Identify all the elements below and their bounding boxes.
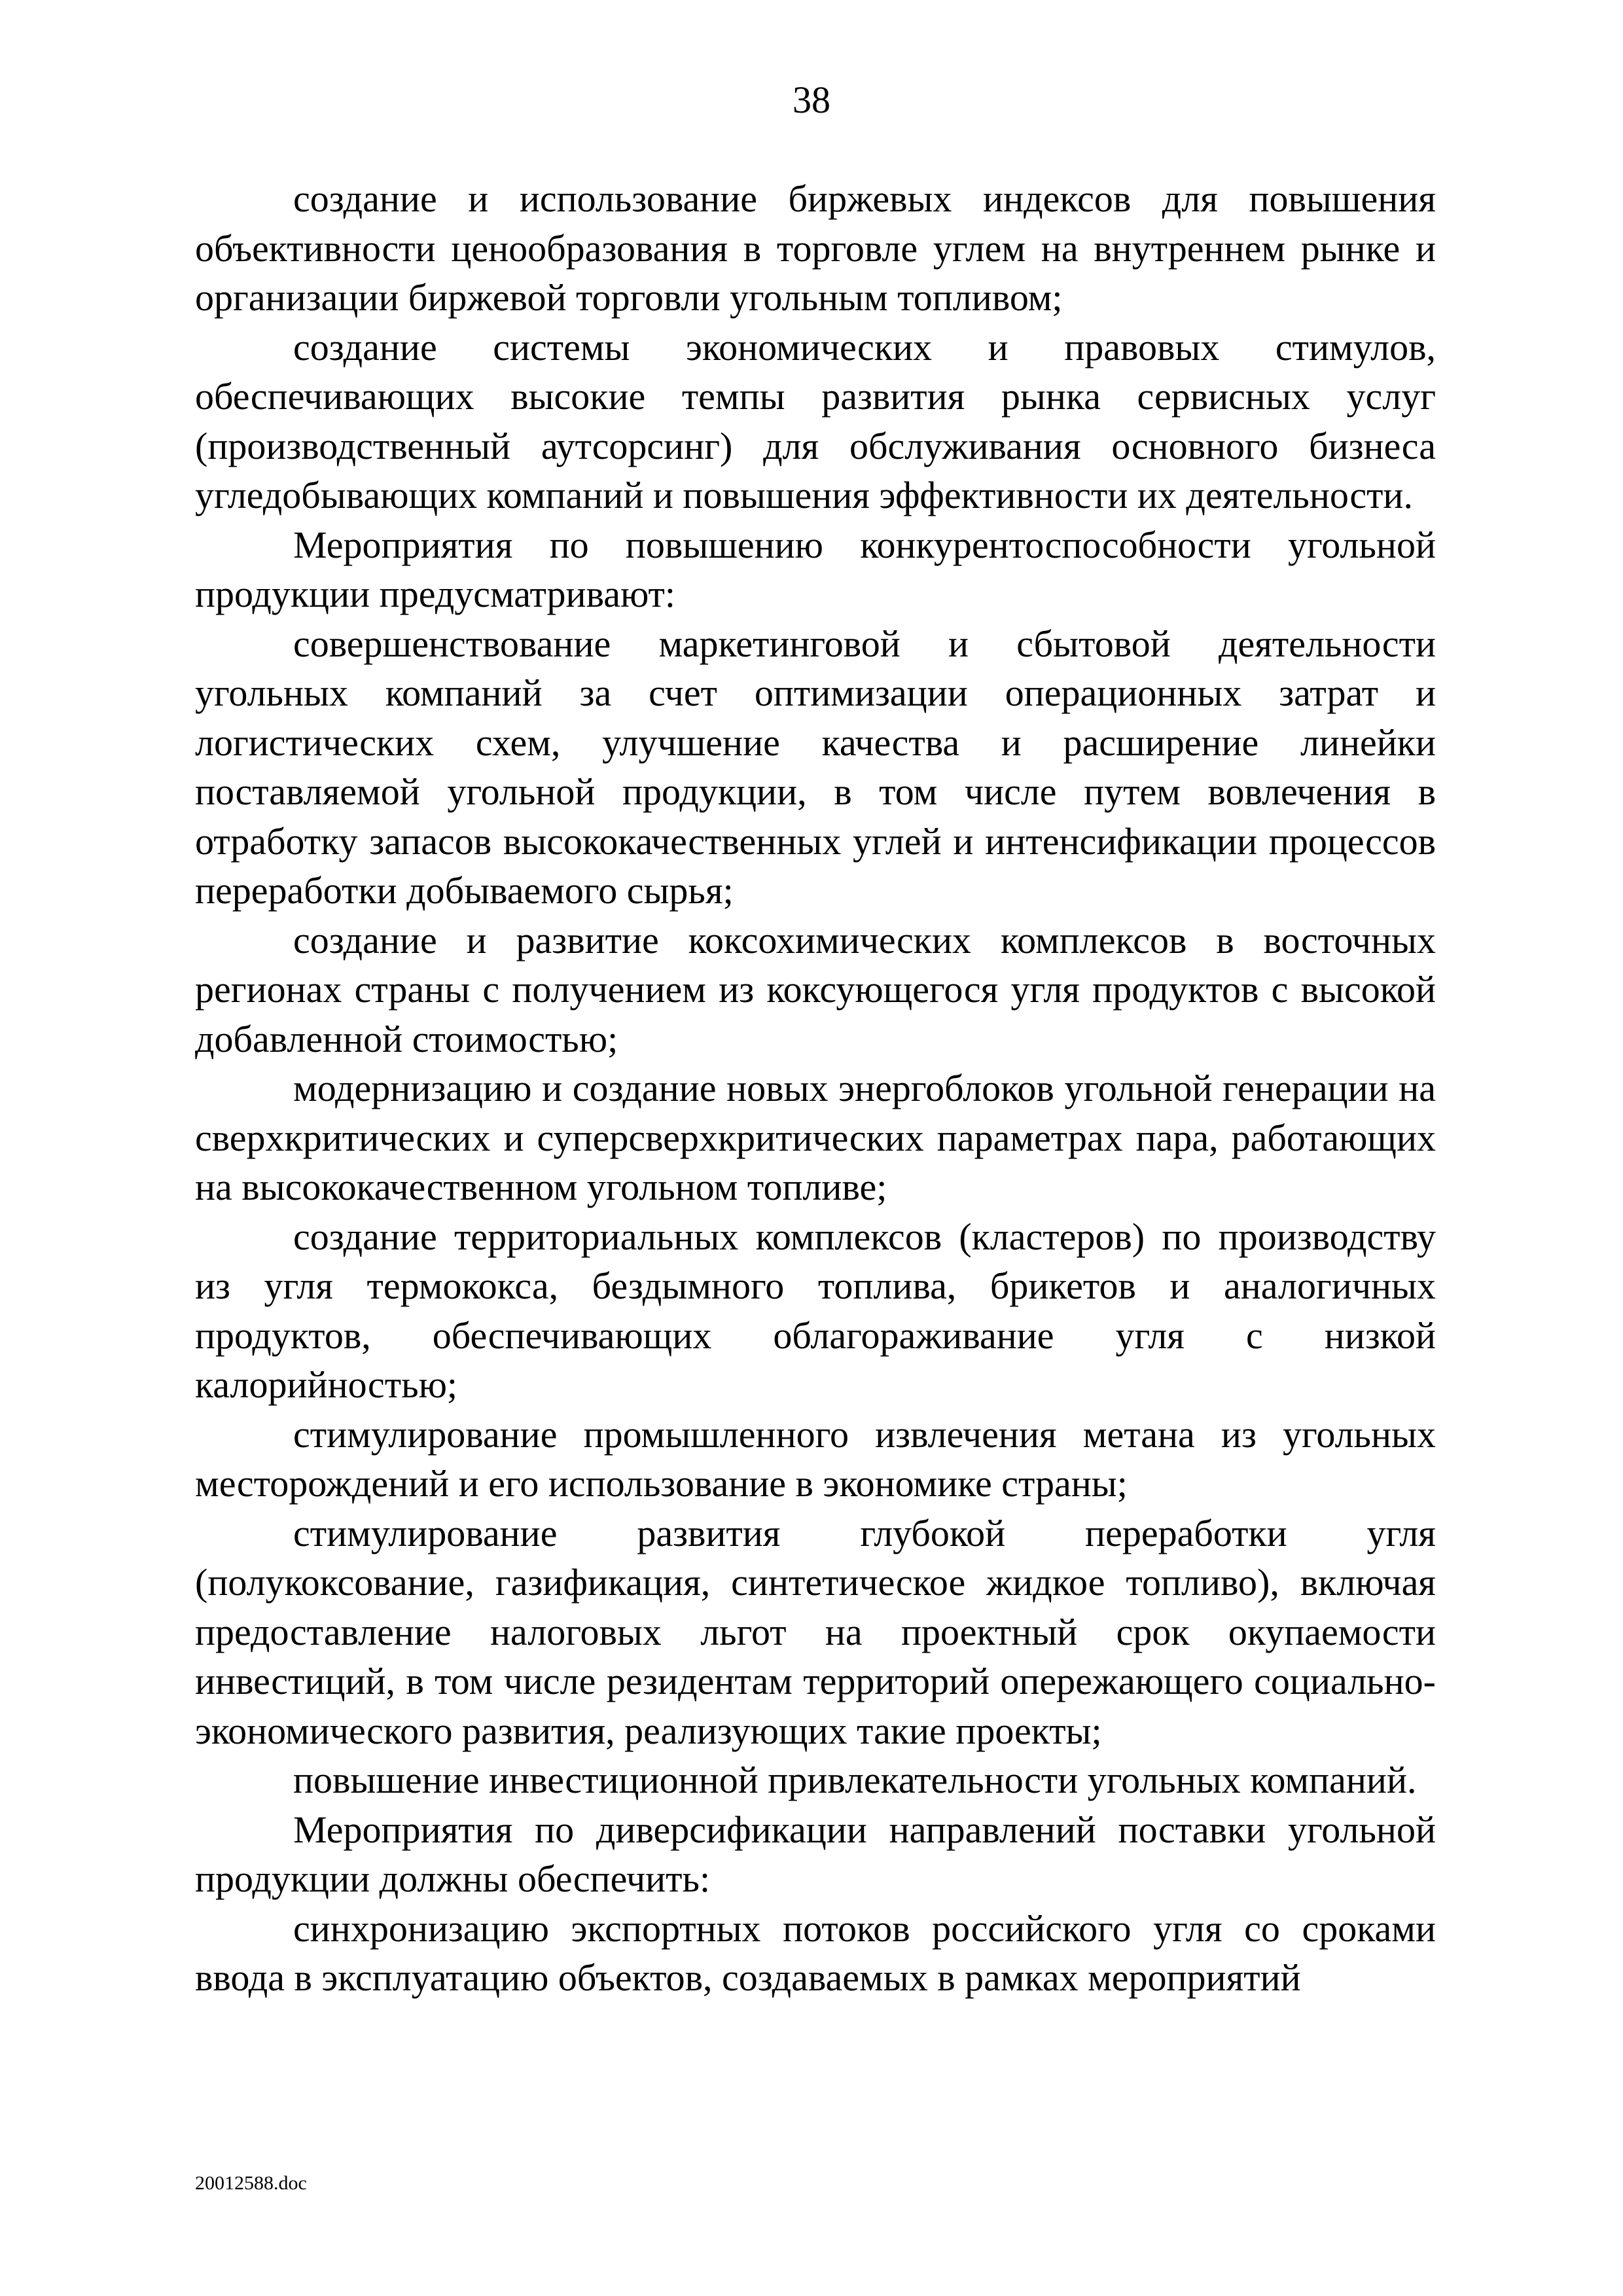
paragraph: стимулирование развития глубокой переработки угля (полукоксование, газификация, синтетическое жидкое топливо), включая предоставление налоговых льгот на проектный срок окупаемости инвестиций, в том числе резидентам территорий опережающего социально-экономического развития, реализующих такие проекты; <box>195 1511 1436 1752</box>
paragraph: Мероприятия по диверсификации направлений поставки угольной продукции должны обеспечить: <box>195 1808 1436 1900</box>
footer-filename: 20012588.doc <box>195 2172 307 2194</box>
paragraph: синхронизацию экспортных потоков российского угля со сроками ввода в эксплуатацию объектов, создаваемых в рамках мероприятий <box>195 1907 1436 1999</box>
paragraph: создание и развитие коксохимических комплексов в восточных регионах страны с получением из коксующегося угля продуктов с высокой добавленной стоимостью; <box>195 918 1436 1060</box>
paragraph: Мероприятия по повышению конкурентоспособности угольной продукции предусматривают: <box>195 523 1436 615</box>
page-number: 38 <box>793 79 830 121</box>
body-text <box>195 174 1436 2003</box>
paragraph: модернизацию и создание новых энергоблоков угольной генерации на сверхкритических и суперсверхкритических параметрах пара, работающих на высококачественном угольном топливе; <box>195 1067 1436 1208</box>
paragraph: создание и использование биржевых индексов для повышения объективности ценообразования в торговле углем на внутреннем рынке и организации биржевой торговли угольным топливом; <box>195 177 1436 319</box>
paragraph: стимулирование промышленного извлечения метана из угольных месторождений и его использование в экономике страны; <box>195 1412 1436 1505</box>
paragraph: создание территориальных комплексов (кластеров) по производству из угля термококса, бездымного топлива, брикетов и аналогичных продуктов, обеспечивающих облагораживание угля с низкой калорийностью; <box>195 1215 1436 1406</box>
paragraph: повышение инвестиционной привлекательности угольных компаний. <box>293 1759 1417 1801</box>
paragraph: создание системы экономических и правовых стимулов, обеспечивающих высокие темпы развития рынка сервисных услуг (производственный аутсорсинг) для обслуживания основного бизнеса угледобывающих компаний и повышения эффективности их деятельности. <box>195 325 1436 516</box>
paragraph: совершенствование маркетинговой и сбытовой деятельности угольных компаний за счет оптимизации операционных затрат и логистических схем, улучшение качества и расширение линейки поставляемой угольной продукции, в том числе путем вовлечения в отработку запасов высококачественных углей и интенсификации процессов переработки добываемого сырья; <box>195 622 1436 912</box>
